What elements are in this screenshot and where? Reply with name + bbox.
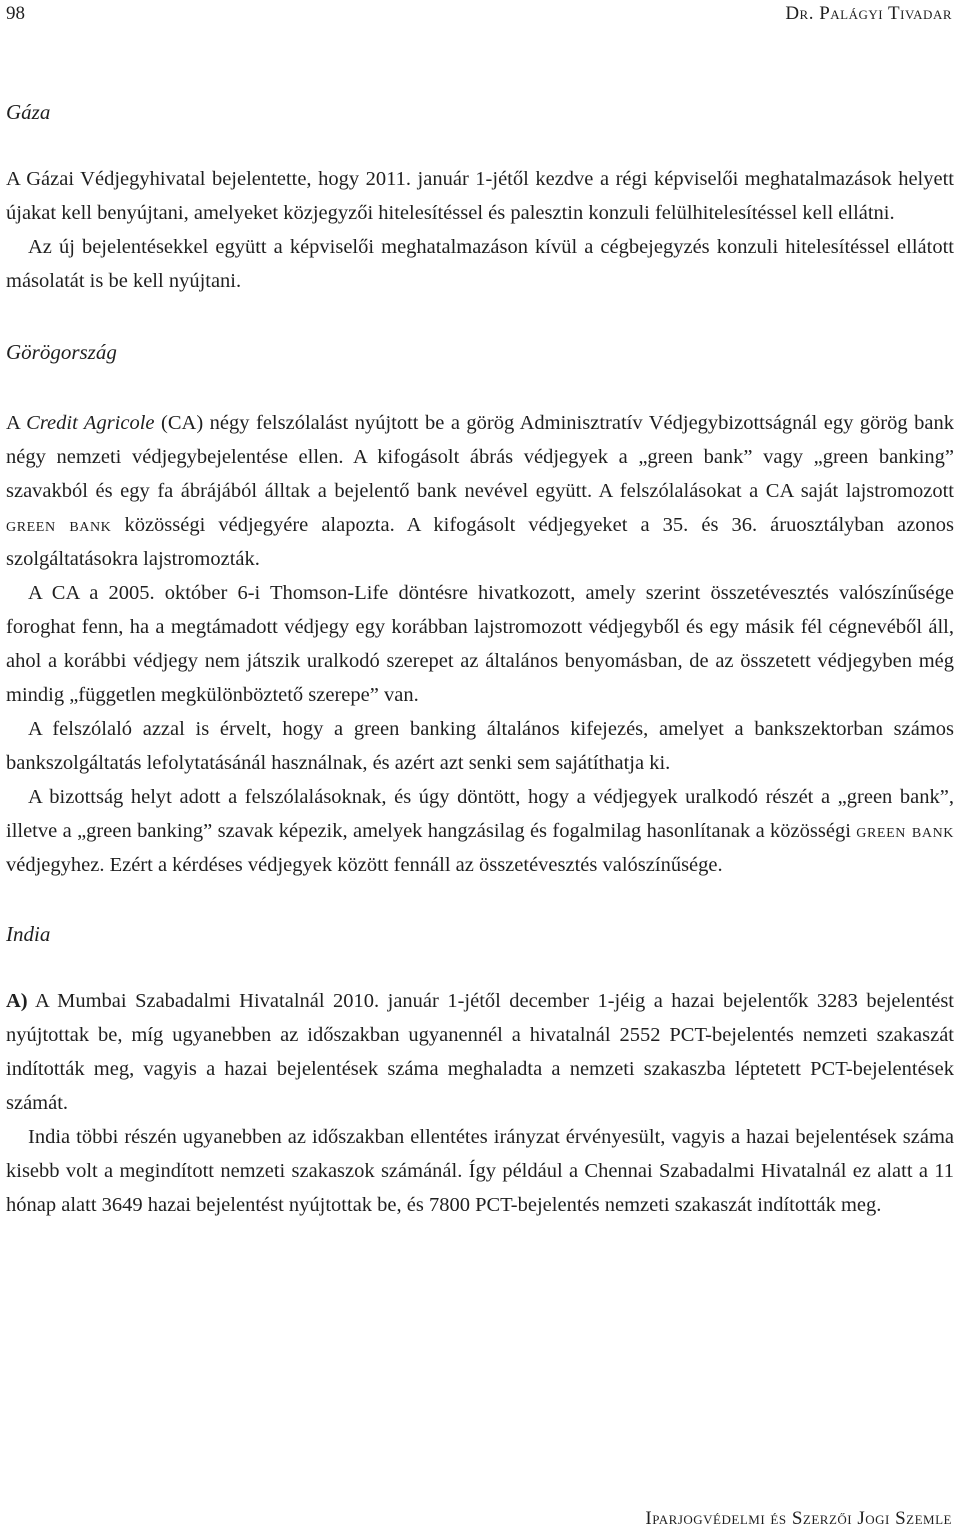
india-p1-text: A Mumbai Szabadalmi Hivatalnál 2010. január 1-jétől december 1-jéig a hazai bejelentők 3283 bejelentést nyújtottak be, míg ugyanebben az időszakban ugyanennél a hivatalnál 2552 PCT-bejelentés nemzeti szakaszát indították meg, vagyis a hazai bejelentések száma meghaladta a nemzeti szakaszba léptetett PCT-bejelentések számát. bbox=[6, 990, 954, 1114]
india-paragraph-1 bbox=[6, 984, 954, 1120]
gorog-p4-text-b: védjegyhez. Ezért a kérdéses védjegyek között fennáll az összetévesztés valószínűsége. bbox=[6, 854, 723, 876]
gorog-paragraph-2: A CA a 2005. október 6-i Thomson-Life döntésre hivatkozott, amely szerint összetévesztés valószínűsége foroghat fenn, ha a megtámadott védjegy egy korábban lajstromozott védjegyből és egy másik fél cégnevéből áll, ahol a korábbi védjegy nem játszik uralkodó szerepet az általános benyomásban, de az összetett védjegyben még mindig „független megkülönböztető szerepe” van. bbox=[6, 582, 954, 706]
gaza-paragraph-2: Az új bejelentésekkel együtt a képviselői meghatalmazáson kívül a cégbejegyzés konzuli hitelesítéssel ellátott másolatát is be kell nyújtani. bbox=[6, 236, 954, 292]
running-head-author: Dr. Palágyi Tivadar bbox=[785, 3, 952, 24]
gorog-p1-text-a: A bbox=[6, 412, 27, 434]
page-body bbox=[6, 96, 954, 1222]
gorog-paragraph-4 bbox=[6, 780, 954, 882]
gorog-p4-text-a: A bizottság helyt adott a felszólalásoknak, és úgy döntött, hogy a védjegyek uralkodó részét a „green bank”, illetve a „green banking” szavak képezik, amelyek hangzásilag és fogalmilag hasonlítanak a közösségi bbox=[6, 786, 954, 842]
gorog-p1-text-c: közösségi védjegyére alapozta. A kifogásolt védjegyeket a 35. és 36. áruosztályban azonos szolgáltatásokra lajstromozták. bbox=[6, 514, 954, 570]
gorog-paragraph-1 bbox=[6, 406, 954, 576]
green-bank-trademark: green bank bbox=[856, 820, 954, 842]
gaza-paragraph-1: A Gázai Védjegyhivatal bejelentette, hogy 2011. január 1-jétől kezdve a régi képviselői meghatalmazások helyett újakat kell benyújtani, amelyeket közjegyzői hitelesítéssel és palesztin konzuli felülhitelesítéssel kell ellátni. bbox=[6, 168, 954, 224]
gorog-p1-text-b: (CA) négy felszólalást nyújtott be a görög Adminisztratív Védjegybizottságnál egy görög bank négy nemzeti védjegybejelentése ellen. A kifogásolt ábrás védjegyek a „green bank” vagy „green banking” szavakból és egy fa ábrájából álltak a bejelentő bank nevével együtt. A felszólalásokat a CA saját lajstromozott bbox=[6, 412, 954, 502]
page-number: 98 bbox=[6, 3, 25, 24]
india-list-label: A) bbox=[6, 990, 28, 1012]
section-heading-india: India bbox=[6, 922, 51, 946]
section-heading-gorogorszag: Görögország bbox=[6, 340, 117, 364]
gorog-paragraph-3: A felszólaló azzal is érvelt, hogy a green banking általános kifejezés, amelyet a bankszektorban számos bankszolgáltatás lefolytatásánál használnak, és azért azt senki sem sajátíthatja ki. bbox=[6, 718, 954, 774]
credit-agricole-name: Credit Agricole bbox=[26, 412, 155, 434]
green-bank-trademark: green bank bbox=[6, 514, 112, 536]
footer-journal-title: Iparjogvédelmi és Szerzői Jogi Szemle bbox=[645, 1508, 952, 1529]
section-heading-gaza: Gáza bbox=[6, 100, 51, 124]
india-paragraph-2: India többi részén ugyanebben az időszakban ellentétes irányzat érvényesült, vagyis a hazai bejelentések száma kisebb volt a megindított nemzeti szakaszok számánál. Így például a Chennai Szabadalmi Hivatalnál ez alatt a 11 hónap alatt 3649 hazai bejelentést nyújtottak be, és 7800 PCT-bejelentés nemzeti szakaszát indították meg. bbox=[6, 1126, 954, 1216]
